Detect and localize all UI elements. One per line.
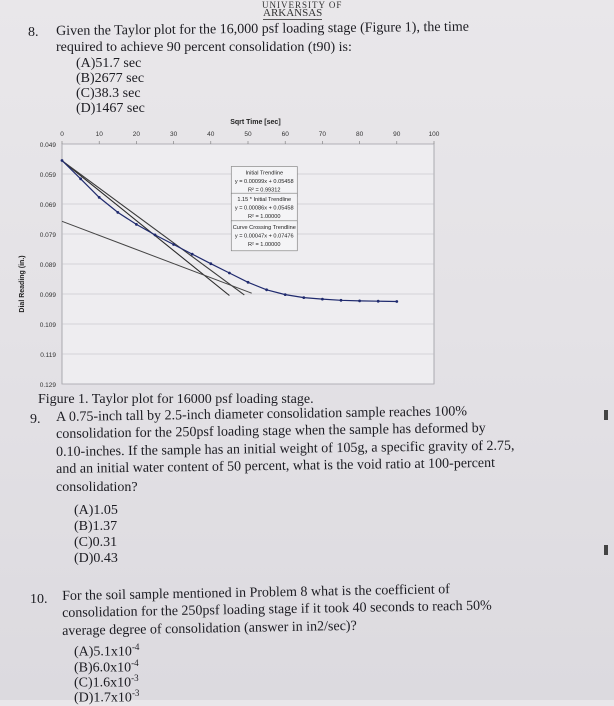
- annotation-text: y = 0.00086x + 0.05458: [234, 205, 294, 212]
- data-point: [284, 293, 287, 296]
- q8-option-a: (A)51.7 sec: [76, 56, 142, 71]
- data-point: [154, 234, 157, 237]
- x-tick-label: 100: [428, 131, 440, 138]
- x-tick-label: 20: [132, 131, 141, 138]
- q10-option-b-exp: -4: [131, 658, 139, 668]
- q8-option-d: (D)1467 sec: [76, 101, 145, 116]
- q9-line2: consolidation for the 250psf loading stage when the sample has deformed by: [56, 421, 486, 442]
- x-tick-label: 70: [318, 131, 327, 138]
- q10-option-d-base: (D)1.7x10: [74, 690, 132, 706]
- data-point: [321, 298, 324, 301]
- data-point: [135, 223, 138, 226]
- x-tick-label: 80: [355, 131, 364, 138]
- data-point: [209, 262, 212, 265]
- data-point: [358, 300, 361, 303]
- x-tick-label: 60: [281, 131, 289, 138]
- y-tick-label: 0.089: [39, 262, 56, 269]
- q9-option-a: (A)1.05: [74, 503, 118, 518]
- figure-caption: Figure 1. Taylor plot for 16000 psf loading stage.: [38, 392, 314, 407]
- q8-option-c: (C)38.3 sec: [76, 86, 141, 101]
- q10-option-d: [74, 686, 139, 706]
- annotation-text: Curve Crossing Trendline: [232, 224, 296, 231]
- q10-option-c-exp: -3: [131, 673, 139, 683]
- annotation-text: 1.15 * Initial Trendline: [237, 197, 292, 204]
- data-point: [377, 300, 380, 303]
- q8-line2: required to achieve 90 percent consolidation (t90) is:: [56, 40, 352, 55]
- annotation-text: Initial Trendline: [245, 170, 284, 177]
- q10-number: 10.: [30, 592, 48, 607]
- x-tick-label: 10: [95, 131, 103, 138]
- q9-number: 9.: [30, 412, 41, 427]
- data-point: [98, 196, 101, 199]
- taylor-plot-chart: [14, 108, 454, 390]
- y-axis-label: Dial Reading (in.): [19, 255, 26, 313]
- q10-option-a-exp: -4: [131, 642, 140, 652]
- data-point: [228, 272, 231, 275]
- q10-option-a-base: (A)5.1x10: [74, 644, 132, 660]
- data-point: [191, 253, 194, 256]
- data-point: [172, 243, 175, 246]
- data-point: [61, 159, 64, 162]
- y-tick-label: 0.069: [39, 202, 56, 209]
- q10-option-b-base: (B)6.0x10: [74, 660, 132, 676]
- y-tick-label: 0.059: [39, 172, 56, 179]
- q9-line3: 0.10-inches. If the sample has an initial weight of 105g, a specific gravity of 2.75,: [56, 438, 515, 460]
- q9-line5: consolidation?: [56, 480, 138, 495]
- chart-title: Sqrt Time [sec]: [230, 119, 281, 126]
- q9-option-c: (C)0.31: [74, 535, 118, 550]
- q10-line3: average degree of consolidation (answer in in2/sec)?: [62, 618, 357, 639]
- q10-option-c-base: (C)1.6x10: [74, 675, 132, 691]
- q10-option-d-exp: -3: [131, 688, 140, 698]
- annotation-text: R² = 1.00000: [248, 241, 281, 248]
- annotation-text: y = 0.00099x + 0.05458: [234, 179, 294, 185]
- annotation-text: y = 0.00047x + 0.07476: [234, 233, 294, 240]
- q8-option-b: (B)2677 sec: [76, 71, 145, 86]
- q9-line1: A 0.75-inch tall by 2.5-inch diameter consolidation sample reaches 100%: [56, 404, 468, 425]
- x-tick-label: 40: [207, 131, 215, 138]
- data-point: [247, 281, 250, 284]
- y-tick-label: 0.119: [40, 352, 56, 359]
- x-tick-label: 50: [244, 131, 252, 138]
- data-point: [340, 299, 343, 302]
- y-tick-label: 0.109: [39, 322, 56, 329]
- q9-option-d: (D)0.43: [74, 551, 118, 566]
- q9-line4: and an initial water content of 50 percent, what is the void ratio at 100-percent: [56, 455, 496, 477]
- y-tick-label: 0.099: [39, 292, 56, 299]
- university-name: ARKANSAS: [263, 7, 323, 19]
- y-tick-label: 0.129: [39, 382, 56, 389]
- margin-mark: [604, 410, 608, 420]
- x-tick-label: 0: [60, 131, 64, 138]
- x-tick-label: 30: [169, 131, 178, 138]
- annotation-text: R² = 1.00000: [248, 214, 281, 221]
- x-tick-label: 90: [393, 131, 401, 138]
- data-point: [302, 296, 305, 299]
- data-point: [116, 211, 119, 214]
- y-tick-label: 0.049: [39, 142, 56, 149]
- y-tick-label: 0.079: [39, 232, 56, 239]
- data-point: [395, 300, 398, 303]
- q10-line1: For the soil sample mentioned in Problem 8 what is the coefficient of: [62, 582, 450, 604]
- data-point: [79, 177, 82, 180]
- q8-number: 8.: [28, 25, 39, 40]
- q10-line2: consolidation for the 250psf loading stage if it took 40 seconds to reach 50%: [62, 598, 492, 621]
- margin-mark: [604, 545, 608, 555]
- annotation-text: R² = 0.99312: [248, 187, 281, 194]
- university-small-text: UNIVERSITY OF: [262, 0, 343, 10]
- q9-option-b: (B)1.37: [74, 519, 118, 534]
- q8-line1: Given the Taylor plot for the 16,000 psf loading stage (Figure 1), the time: [56, 19, 469, 39]
- data-point: [265, 288, 268, 291]
